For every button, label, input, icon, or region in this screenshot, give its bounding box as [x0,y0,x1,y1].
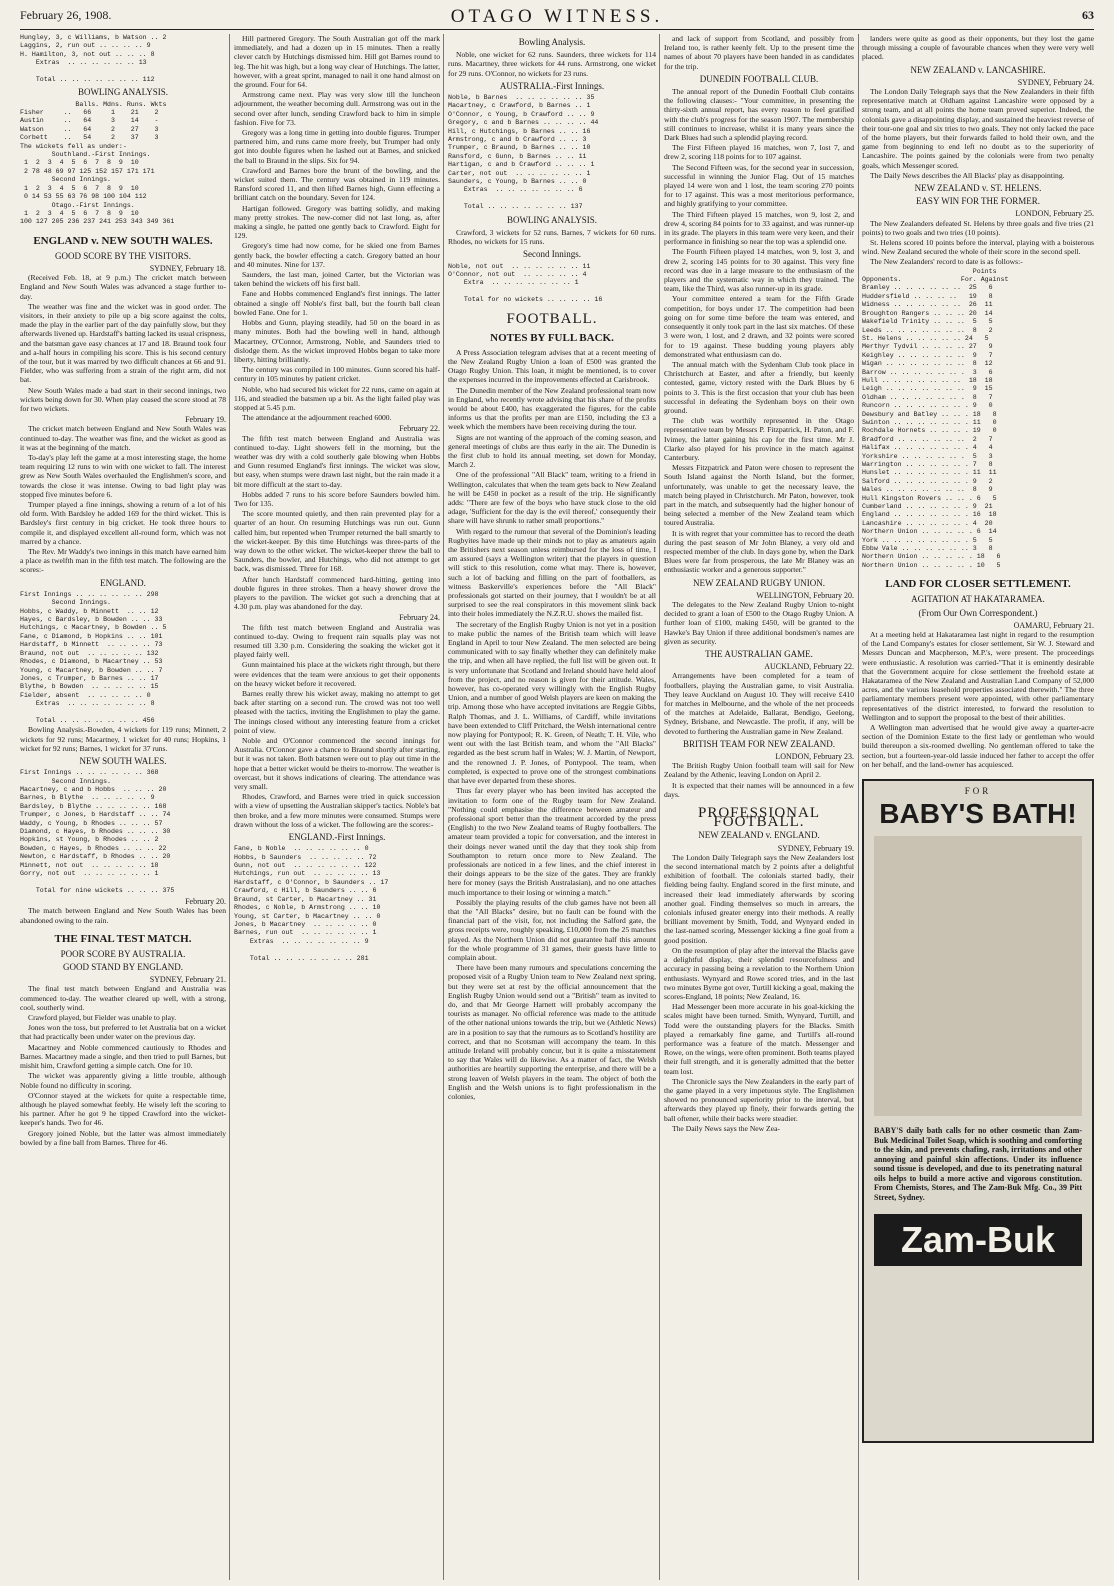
paragraph: The cricket match between England and New South Wales was continued to-day. The weather was fine, and the wicket as good as it was at the beginning of the match. [20,424,226,452]
paragraph: Signs are not wanting of the approach of the coming season, and general meetings of clubs are thus early in the air. The Dunedin is the first club to hold its annual meeting, set down for Monday, March 2. [448,432,656,470]
paragraph: The New Zealanders' record to date is as follows:- [870,257,1023,267]
headline: LAND FOR CLOSER SETTLEMENT. [885,578,1071,591]
subheading: AUSTRALIA.-First Innings. [499,80,605,91]
paragraph: Thus far every player who has been invited has accepted the invitation to form one of the Rugby team for New Zealand. "Nothing could emphasise the difference between amateur and professional sport better than the treatment accorded by the press (English) to the two New Zealand teams of Rugby footballers. The amateur team provided a topic for conversation, and the interest in their doings never waned until the day that they took ship from Southampton to return once more to New Zealand. The professionals are noticed in a few lines, and the chief interest in their doings appears to be the size of the gates. They are frankly here for money (says the British Australasian), and no one attaches much importance to their losing or winning a match." [448,786,656,897]
paragraph: The attendance at the adjournment reached 6000. [242,413,392,423]
page-number: 63 [1082,8,1094,22]
paragraph: The annual match with the Sydenham Club took place in Christchurch at Easter, and after a friendly, but keenly contested, game, victory rested with the Dark Blues by 6 points to 3. This is the first occasion that your club has been successful in defeating the Sydenham boys on their own ground. [664,359,854,415]
dateline: SYDNEY, February 18. [149,263,226,273]
subheading: THE AUSTRALIAN GAME. [705,649,813,659]
score-table: Fane, b Noble .. .. .. .. .. .. 0 Hobbs, b Saunders .. .. .. .. .. 72 Gunn, not out .. .. .. .. .. .. 122 Hutchings, run out .. .. .. .. .. 13 Hardstaff, c O'Connor, b Saunders .. 17 Crawford, c Hill, b Saunders .. .. 6 Braund, st Carter, b Macartney .. 31 Rhodes, c Noble, b Armstrong .. .. 10 Young, st Carter, b Macartney .. .. 0 Jones, b Macartney .. .. .. .. .. 0 Barnes, run out .. .. .. .. .. .. 1 Extras .. .. .. .. .. .. .. 9 Total .. .. .. .. .. .. .. 281 [234,845,389,962]
paragraph: A Press Association telegram advises that at a recent meeting of the New Zealand Rugby Union a loan of £500 was granted the Otago Rugby Union. This loan, it might be mentioned, is to cover the expenses incurred in the improvements effected at Carisbrook. [448,347,656,385]
newspaper-title: OTAGO WITNESS. [450,6,664,27]
paragraph: The Rev. Mr Waddy's two innings in this match have earned him a place as twelfth man in the fifth test match. The following are the scores:- [20,547,226,575]
column-1 [20,34,226,1580]
paragraph: Possibly the playing results of the club games have not been all that the "All Blacks" desire, but no fault can be found with the financial part of the visit, for, not including the Salford gate, the gross receipts were, roughly speaking, £10,000 from the 25 matches played. As the Northern Union did not guarantee half this amount for the whole programme of 31 games, their guests have little to complain about. [448,897,656,962]
score-table: First Innings .. .. .. .. .. .. 298 Second Innings. Hobbs, c Waddy, b Minnett .. .. 12 Hayes, c Bardsley, b Bowden .. .. 33 Hutchings, c Macartney, b Bowden .. 5 Fane, c Diamond, b Hopkins .. .. 101 Hardstaff, b Minnett .. .. .. .. 73 Braund, not out .. .. .. .. .. 132 Rhodes, c Diamond, b Macartney .. 53 Young, c Macartney, b Bowden .. .. 7 Jones, c Trumper, b Barnes .. .. 17 Blythe, b Bowden .. .. .. .. .. 15 Fielder, absent .. .. .. .. .. 0 Extras .. .. .. .. .. .. .. 8 Total .. .. .. .. .. .. .. 456 [20,590,167,724]
score-table: Hungley, 3, c Williams, b Watson .. 2 Laggins, 2, run out .. .. .. .. 9 H. Hamilton, 3, not out .. .. .. 8 Extras .. .. .. .. .. .. 13 Total .. .. .. .. .. .. .. 112 [20,34,167,84]
paragraph: Crawford played, but Fielder was unable to play. [28,1013,177,1023]
paragraph: The delegates to the New Zealand Rugby Union to-night decided to grant a loan of £500 to the Otago Rugby Union. A further loan of £100, making £450, will be granted to the Hawke's Bay Union if three additional bondsmen's names are given as security. [664,599,854,646]
ad-headline: BABY'S BATH! [879,798,1077,830]
paragraph: A Wellington man advertised that he would give away a quarter-acre section of the Dominion Estate to the first lady or gentleman who would build thereupon a six-roomed dwelling. No gentleman offered to take the section, but a fourteen-year-old lassie induced her father to accept the offer on her behalf, and the land-owner has acquiesced. [862,722,1094,769]
paragraph: The First Fifteen played 16 matches, won 7, lost 7, and drew 2, scoring 118 points for to 107 against. [664,143,854,162]
paragraph: Arrangements have been completed for a team of footballers, playing the Australian game, to visit Australia. They leave Auckland on August 10. They will receive £410 for matches in Melbourne, and the whole of the net proceeds of the matches at Adelaide, Ballarat, Bendigo, Geelong, Sydney, Brisbane, and Newcastle. The profit, if any, will be devoted to furthering the Australian game in New Zealand. [664,671,854,736]
paragraph: The New Zealanders defeated St. Helens by three goals and five tries (21 points) to two goals and two tries (10 points). [862,218,1094,237]
paragraph: O'Connor stayed at the wickets for quite a respectable time, although he played somewhat feebly. He wisely left the scoring to his partner. After he got 9 he tipped Crawford into the wicket-keeper's hands. Two for 46. [20,1090,226,1128]
subheading: BRITISH TEAM FOR NEW ZEALAND. [683,738,835,749]
dateline: February 19. [185,415,226,425]
column-divider [229,34,230,1580]
dateline: February 20. [185,897,226,907]
subheading: (From Our Own Correspondent.) [918,607,1038,618]
paragraph: Hill partnered Gregory. The South Australian got off the mark immediately, and had a dozen up in 15 minutes. Then a really clever catch by Hutchings dismissed him. Hill got Barnes round to leg. The hit was high, but a long way clear of Hutchings. The latter, however, with a great sprint, managed to nail it one hand almost on the ground. Four for 64. [234,34,440,90]
paragraph: The secretary of the English Rugby Union is not yet in a position to make public the names of the British team which will leave England in April to tour New Zealand. The men selected are being communicated with to say finally whether they can definitely make the trip, and when all have replied, the full list will be given out. It is very unfortunate that Scotland and Ireland should have held aloof from the project, and no reason is given for their attitude. Wales, however, has co-operated very willingly with the English Rugby Union, and a number of good Welsh players are keen on making the trip. Among those who have accepted invitations are Reggie Gibbs, Ralph Thomas, and J. L. Williams, of Cardiff, while invitations have been extended to Cliff Pritchard, the Welsh international centre now playing for Pontypool; R. K. Green, of Neath; T. H. Vile, who went out with the last British team, and whom the "All Blacks" regarded as the best scrum half in Wales; W. J. Martin, of Newport, and the renowned J. P. Jones, of Pontypool. The team, when completed, is expected to prove one of the strongest combinations that have ever departed from these shores. [448,619,656,786]
paragraph: The annual report of the Dunedin Football Club contains the following clauses:- "Your committee, in presenting the thirty-sixth annual report, has every reason to feel gratified with the club's progress for the season 1907. The membership still continues to increase, whilst it is many years since the Dark Blues had such a splendid playing record. [664,87,854,143]
paragraph: Crawford and Barnes bore the brunt of the bowling, and the wicket suited them. The century was obtained in 119 minutes. Ransford scored 11, and then lifted Barnes high, Gunn effecting a brilliant catch on the boundary. Seven for 124. [234,165,440,203]
paragraph: One of the professional "All Black" team, writing to a friend in Wellington, calculates that when the team gets back to New Zealand he will be £450 in pocket as a result of the trip. He significantly adds: "There are few of the boys who have stuck close to the old adage, 'Sufficient for the day is the evil thereof,' consequently their share will have shrunk to rather small proportions." [448,470,656,526]
headline: ENGLAND v. NEW SOUTH WALES. [33,234,213,247]
paragraph: The wicket was apparently giving a little trouble, although Noble found no difficulty in scoring. [20,1071,226,1090]
paragraph: Armstrong came next. Play was very slow till the luncheon adjournment, the weather becoming dull. Armstrong was out in the second over after lunch, sending Crawford back to him in simple fashion. Five for 73. [234,90,440,127]
paragraph: There have been many rumours and speculations concerning the proposed visit of a Rugby Union team to New Zealand next spring, but they were set at rest by the official announcement that the English Rugby Union would send out a "British" team as invited to do, and that Mr George Harnett will probably accompany the tourists as manager. No official reference was made to the attitude of the other national unions towards the trip, but we (Athletic News) are in a position to say that the rumours as to Scotland's hostility are correct, and that no Scotsman will accompany the team. In this attitude Ireland will probably concur, but it is quite a misstatement to say that Wales will do likewise. As a matter of fact, the Welsh authorities are heartily supporting the enterprise, and there will be a strong leaven of Welsh players in the team. The object of both the English and the Welsh unions is to fight professionalism in the colonies, [448,963,656,1101]
score-table: Noble, not out .. .. .. .. .. .. 11 O'Connor, not out .. .. .. .. .. 4 Extra .. .. .. .. .. .. .. 1 Total for no wickets .. .. .. .. 16 [448,262,603,304]
subheading: Bowling Analysis. [518,37,586,47]
paragraph: It is with regret that your committee has to record the death during the past season of Mr John Blaney, a very old and respected member of the club. In days gone by, when the Dark Blues were far from prosperous, the late Mr Blaney was an enthusiastic worker and a generous supporter." [664,528,854,575]
subheading: GOOD SCORE BY THE VISITORS. [55,250,191,261]
score-table: Points Opponents. For. Against Bramley .. .. .. .. .. .. 25 6 Huddersfield .. .. .. .. 19 8 Widness .. .. .. .. .. .. 26 11 Broughton Rangers .. .. .. 20 14 Wakefield Trinity .. .. .. 5 5 Leeds .. .. .. .. .. .. .. 8 2 St. Helens .. .. .. .. .. 24 5 Merthyr Tydvil .. .. .. .. 27 9 Keighley .. .. .. .. .. .. 9 7 Wigan .. .. .. .. .. .. .. 8 12 Barrow .. .. .. .. .. .. . 3 6 Hull .. .. .. .. .. .. .. 18 18 Leigh .. .. .. .. .. .. .. 9 15 Oldham .. .. .. .. .. .. . 8 7 Runcorn .. .. .. .. .. .. . 9 0 Dewsbury and Batley .. .. . 18 8 Swinton .. .. .. .. .. .. . 11 0 Rochdale Hornets .. .. .. . 19 0 Bradford .. .. .. .. .. .. 2 7 Halifax .. .. .. .. .. .. . 4 4 Yorkshire .. .. .. .. .. . 5 3 Warrington .. .. .. .. .. . 7 8 Hunslet .. .. .. .. .. .. . 11 11 Salford .. .. .. .. .. .. . 9 2 Wales .. .. .. .. .. .. .. 8 9 Hull Kingston Rovers .. .. . 6 5 Cumberland .. .. .. .. .. . 9 21 England .. .. .. .. .. .. . 16 18 Lancashire .. .. .. .. .. . 4 20 Northern Union .. .. .. .. . 6 14 York .. .. .. .. .. .. .. . 5 5 Ebbw Vale .. .. .. .. .. .. 3 8 Northern Union .. .. .. .. . 18 6 Northern Union .. .. .. .. . 10 5 [862,267,1009,569]
dateline: SYDNEY, February 21. [149,975,226,985]
paragraph: The Dunedin member of the New Zealand professional team now in England, who recently wrote advising that his share of the profits would be about £400, has exaggerated the figures, for the cable informs us that the profits per man are £150, including the £3 a week which the members have been receiving during the tour. [448,385,656,432]
issue-date: February 26, 1908. [20,8,112,22]
column-3 [448,34,656,1580]
paragraph: Noble, who had secured his wicket for 22 runs, came on again at 116, and steadied the batsmen up a bit. As the light failed play was stopped at 5.45 p.m. [234,384,440,412]
paragraph: The fifth test match between England and Australia was continued to-day. Light showers fell in the morning, but the weather was dry with a cold southerly gale blowing when Hobbs and Gunn resumed England's first innings. The wicket was slow, but easy, when stumps were drawn last night, but the rain made it a bit more difficult at the start to-day. [234,433,440,489]
paragraph: The weather was fine and the wicket was in good order. The visitors, in their anxiety to pile up a big score against the colts, made the play in the earlier part of the day painfully slow, but they afterwards livened up. Hardstaff's batting lacked its usual crispness, and the batsman gave easy chances at 17 and 18. Braund took four and a-half hours in compiling his score. This is his second century of the tour, but it was marred by two difficult chances at 66 and 91. Fielder, who was suffering from a strain of the right arm, did not bat. [20,301,226,385]
subheading: NEW ZEALAND v. LANCASHIRE. [910,64,1046,75]
mother-bathing-baby-illustration [874,836,1082,1116]
paragraph: The British Rugby Union football team will sail for New Zealand by the Athenic, leaving London on April 2. [664,761,854,780]
dateline: LONDON, February 23. [775,752,854,762]
paragraph: With regard to the rumour that several of the Dominion's leading Rugbyites have made up their minds not to play as amateurs again the Britishers next season unless reimbursed for the loss of time, I am assured (says a Wellington writer) that the players in question will stick to this resolution, come what may. There is, however, such a lot of backing and filling on the part of footballers, as witness Baskerville's experiences before the "All Black" professionals got started on their journey, that I wouldn't be at all surprised to see the real conspirators in this movement slink back into their holes immediately the N.Z.R.U. shows the mailed fist. [448,526,656,619]
ad-for-label: FOR [964,785,992,796]
paragraph: Barnes really threw his wicket away, making no attempt to get back after starting on a second run. The crowd was not too well pleased with the tactics, inviting the Englishmen to play the game. The innings closed without any interesting feature from a cricket point of view. [234,689,440,735]
paragraph: The match between England and New South Wales has been abandoned owing to the rain. [20,906,226,925]
paragraph: (Received Feb. 18, at 9 p.m.) The cricket match between England and New South Wales was advanced a stage further to-day. [20,273,226,301]
subheading: GOOD STAND BY ENGLAND. [63,962,183,973]
dateline: LONDON, February 25. [1015,209,1094,219]
paragraph: Bowling Analysis.-Bowden, 4 wickets for 119 runs; Minnett, 2 wickets for 92 runs; Macartney, 1 wicket for 40 runs; Hopkins, 1 wicket for 92 runs; Barnes, 1 wicket for 37 runs. [20,725,226,753]
paragraph: Hobbs added 7 runs to his score before Saunders bowled him. Two for 135. [234,489,440,508]
paragraph: Fane and Hobbs commenced England's first innings. The latter obtained a single off Noble's first ball, but the fourth ball clean bowled Fane. One for 1. [234,289,440,317]
paragraph: Gunn maintained his place at the wickets right through, but there were evidences that the team were anxious to get their opponents on the heavy wicket before it recovered. [234,660,440,688]
zam-buk-advertisement [862,779,1094,1443]
column-divider [659,34,660,1580]
column-divider [858,34,859,1580]
masthead [20,6,1094,30]
paragraph: Had Messenger been more accurate in his goal-kicking the scales might have been turned. Smith, Wynyard, Turtill, and Todd were the outstanding players for the Blacks. Smith played a remarkably fine game, and Turtill's all-round performance was a feature of the match. Messenger and Rowe, on the wings, were often prominent. Both teams played their full strength, and it is generally admitted that the better team lost. [664,1002,854,1076]
paragraph: Messrs Fitzpatrick and Paton were chosen to represent the South Island against the North Island, but the former, unfortunately, was unable to get the necessary leave, the match being played in Christchurch. Mr Paton, however, took part in the match, and subsequently had the higher honour of being selected a member of the New Zealand team which toured Australia. [664,463,854,528]
paragraph: Gregory's time had now come, for he skied one from Barnes gently back, the bowler effecting a catch. Gregory batted an hour and 40 minutes. Nine for 137. [234,241,440,269]
dateline: SYDNEY, February 24. [1017,77,1094,87]
column-divider [443,34,444,1580]
paragraph: Hartigan followed. Gregory was batting solidly, and making many pretty strokes. The new-comer did not last long, as, after making a single, he patted one gently back to Crawford. Eight for 129. [234,203,440,241]
paragraph: The Daily News describes the All Blacks' play as disappointing. [870,170,1065,180]
paragraph: The London Daily Telegraph says that the New Zealanders in their fifth representative match at Oldham against Lancashire were opposed by a strong team, and at all points the home team proved superior. Indeed, the colonials gave a disappointing display, and sustained the heaviest reverse of their tour-one goal and six tries to two goals. They not only lacked the pace of the home players, but their forwards failed to hold their own, and the game from beginning to end left no doubt as to the superiority of Lancashire. The points gained by the colonials were from two penalty goals, which Messenger scored. [862,87,1094,170]
column-2 [234,34,440,1580]
dateline: OAMARU, February 21. [1013,620,1094,630]
subheading: NEW ZEALAND v. ST. HELENS. [914,183,1042,194]
paragraph: The Daily News says the New Zea- [672,1123,780,1133]
paragraph: The final test match between England and Australia was commenced to-day. The weather cleared up well, with a strong, cool, southerly wind. [20,984,226,1012]
paragraph: It is expected that their names will be announced in a few days. [664,780,854,799]
paragraph: and lack of support from Scotland, and possibly from Ireland too, is rather keenly felt. Up to the present time the names of about 70 players have been handed in as candidates for the trip. [664,34,854,71]
paragraph: The score mounted quietly, and then rain prevented play for a quarter of an hour. On resuming Hutchings was run out. Gunn called him, but repented when Trumper returned the ball smartly to the wicket-keeper. By this time Hutchings was three-parts of the way down to the other wicket. The wicket-keeper threw the ball to Saunders, the bowler, and Hutchings, who did not attempt to get back, was dismissed. Three for 168. [234,509,440,574]
paragraph: landers were quite as good as their opponents, but they lost the game through missing a couple of favourable chances when they were very well placed. [862,34,1094,62]
paragraph: New South Wales made a bad start in their second innings, two wickets being down for 30. When play ceased the score stood at 78 for two wickets. [20,385,226,413]
column-5 [862,34,1094,1580]
section-banner: FOOTBALL. [506,310,598,327]
paragraph: The fifth test match between England and Australia was continued to-day. Owing to frequent rain squalls play was not resumed till 3.30 p.m. Considering the soaking the wicket got it played fairly well. [234,622,440,660]
paragraph: At a meeting held at Hakataramea last night in regard to the resumption of the Land Company's estates for closer settlement, Sir W. J. Steward and Messrs Duncan and Macpherson, M.P.'s, were present. The proceedings were enthusiastic. A resolution was carried-"That it is eminently desirable that the Government acquire for close settlement the freehold estate at Hakataramea of the New Zealand and Australian Land Company of 52,000 acres, and the various leasehold properties associated therewith." The three parliamentary members present were appointed, with other parliamentary representatives of the district interested, to forward the resolution to Wellington and to support the proposal to the best of their abilities. [862,629,1094,722]
subheading: EASY WIN FOR THE FORMER. [915,196,1041,207]
subheading: DUNEDIN FOOTBALL CLUB. [699,73,819,84]
paragraph: The club was worthily represented in the Otago representative team by Messrs P. Fitzpatrick, H. Paton, and F. Ivimey, the latter gaining his cap for the first time. Mr J. Clarke also played for his province in the match against Canterbury. [664,416,854,462]
paragraph: After lunch Hardstaff commenced hard-hitting, getting into double figures in three strokes. Then a heavy shower drove the players to the pavilion. The wicket got such a drenching that at 4.30 p.m. play was abandoned for the day. [234,574,440,612]
paragraph: Crawford, 3 wickets for 52 runs. Barnes, 7 wickets for 60 runs. Rhodes, no wickets for 15 runs. [448,227,656,247]
subheading: AGITATION AT HAKATARAMEA. [911,594,1045,605]
paragraph: On the resumption of play after the interval the Blacks gave a delightful display, their splendid resourcefulness and accuracy in passing being a revelation to the Northern Union enthusiasts. Wynyard and Rowe scored tries, and in the last two minutes Byrne got over, Turtill kicking a goal, making the scores-England, 18 points; New Zealand, 16. [664,945,854,1001]
ad-body-text: BABY'S daily bath calls for no other cosmetic than Zam-Buk Medicinal Toilet Soap, which is soothing and comforting to the skin, and prevents chafing, rash, irritations and other annoying and painful skin affections. Under its influence sound tissue is developed, and due to its penetrating natural oils helps to build a more active and vigorous constitution. From Chemists, Stores, and The Zam-Buk Mfg. Co., 39 Pitt Street, Sydney. [874,1126,1082,1202]
headline: THE FINAL TEST MATCH. [54,932,192,945]
paragraph: Trumper played a fine innings, showing a return of a lot of his old form. With Bardsley he added 169 for the third wicket. This is Bardsley's first century in big cricket. He took three hours to compile it, and displayed excellent all-round form, which was not marred by a chance. [20,500,226,546]
paragraph: Noble, one wicket for 62 runs. Saunders, three wickets for 114 runs. Macartney, three wickets for 44 runs. Armstrong, one wicket for 29 runs. O'Connor, no wickets for 23 runs. [448,50,656,78]
paragraph: Macartney and Noble commenced cautiously to Rhodes and Barnes. Macartney made a single, and then tried to pull Barnes, but mishit him, Crawford getting a simple catch. One for 10. [20,1042,226,1071]
dateline: AUCKLAND, February 22. [764,662,854,672]
headline: NOTES BY FULL BACK. [490,331,614,344]
paragraph: The Fourth Fifteen played 14 matches, won 9, lost 3, and drew 2, scoring 145 points for to 30 against. This very fine record was due in a large measure to the enthusiasm of the players and the systematic way in which they trained. The team, like the Third, was also runner-up in its grade. [664,247,854,294]
paragraph: The Chronicle says the New Zealanders in the early part of the game played in a very impetuous style. The Englishmen showed no pronounced superiority prior to the interval, but afterwards they played up finely, their forwards getting the ball oftener, while their backs were steadier. [664,1076,854,1123]
subheading: BOWLING ANALYSIS. [77,87,169,98]
score-table: Balls. Mdns. Runs. Wkts Fisher .. 66 1 21 2 Austin .. 64 3 14 - Watson .. 64 2 27 3 Corbett .. 54 2 37 3 The wickets fell as under:- Southland.-First Innings. 1 2 3 4 5 6 7 8 9 10 2 78 48 69 97 125 152 157 171 171 Second Innings. 1 2 3 4 5 6 7 8 9 10 0 14 53 55 63 76 98 100 104 112 Otago.-First Innings. 1 2 3 4 5 6 7 8 9 10 100 127 205 236 237 241 253 343 349 361 [20,100,175,226]
subheading: Second Innings. [523,249,581,260]
subheading: NEW SOUTH WALES. [79,755,167,766]
column-4 [664,34,854,1580]
paragraph: Your committee entered a team for the Fifth Grade competition, for boys under 17. The competition had been going on for some time before the team was entered, and consequently it only took part in the last six matches. Of these 3 were won, 1 lost, and 2 drawn, and 32 points were scored for to 19 against. These budding young players ably demonstrated what enthusiasm can do. [664,294,854,359]
paragraph: Gregory was a long time in getting into double figures. Trumper partnered him, and runs came more freely, but Trumper had only got into double figures when he lashed out at Barnes, and snicked the ball to Braund in the slips. Six for 94. [234,128,440,165]
subheading: NEW ZEALAND RUGBY UNION. [693,577,825,588]
subheading: ENGLAND. [100,577,146,588]
paragraph: The Second Fifteen was, for the second year in succession, successful in winning the Junior Flag. Out of 15 matches played 14 were won and 1 lost, the team scoring 270 points for to 17 against. This was a most meritorious performance, and highly gratifying to your committee. [664,162,854,209]
paragraph: The century was compiled in 100 minutes. Gunn scored his half-century in 105 minutes by patient cricket. [234,365,440,384]
dateline: February 24. [399,613,440,623]
paragraph: Saunders, the last man, joined Carter, but the Victorian was taken behind the wickets off his first ball. [234,270,440,289]
subheading: ENGLAND.-First Innings. [288,832,386,843]
paragraph: Hobbs and Gunn, playing steadily, had 50 on the board in as many minutes. Both had the bowling well in hand, although Macartney, O'Connor, Armstrong, Noble, and Saunders tried to dislodge them. As the wicket improved Hobbs began to take more liberty, hitting brilliantly. [234,318,440,364]
paragraph: The London Daily Telegraph says the New Zealanders lost the second international match by 2 points after a delightful exhibition of football. The colonials started badly, their fielding being faulty. England scored in the first minute, and increased their lead immediately afterwards by scoring another goal. Finding themselves so much in arrears, the colonials infused greater energy into their methods. A really brilliant movement by Smith, Todd, and Wynyard ended in the last-named scoring, Messenger kicking a fine goal from a good position. [664,852,854,945]
masthead-rule [20,29,1094,30]
subheading: BOWLING ANALYSIS. [506,214,598,225]
section-banner: PROFESSIONAL FOOTBALL. [697,805,821,831]
paragraph: The Third Fifteen played 15 matches, won 9, lost 2, and drew 4, scoring 84 points for to 33 against, and was runner-up in its grade. The players in this team were very keen, and their performance in finishing so near the top was a splendid one. [664,209,854,247]
paragraph: St. Helens scored 10 points before the interval, playing with a boisterous wind. New Zealand secured the whole of their score in the second spell. [862,238,1094,257]
paragraph: Rhodes, Crawford, and Barnes were tried in quick succession with a view of upsetting the Australian skipper's tactics. Noble's bat then broke, and a few more minutes were consumed. Stumps were drawn without the loss of a wicket. The following are the scores:- [234,792,440,829]
dateline: February 22. [399,424,440,434]
dateline: WELLINGTON, February 20. [756,590,854,600]
subheading: NEW ZEALAND v. ENGLAND. [698,830,820,841]
subheading: POOR SCORE BY AUSTRALIA. [60,948,186,959]
zam-buk-logo: Zam-Buk [874,1214,1082,1266]
paragraph: To-day's play left the game at a most interesting stage, the home team requiring 12 runs to win with one wicket to fall. The interest grew as New South Wales overhauled the Englishmen's score, and towards the close it was intense. Owing to bad light play was stopped five minutes before 6. [20,453,226,499]
paragraph: Noble and O'Connor commenced the second innings for Australia. O'Connor gave a chance to Braund shortly after starting, but it was not taken. Both batsmen were out to play out time in the hope that a better wicket would be theirs to-morrow. The weather is overcast, but it shows indications of clearing. The attendance was very small. [234,736,440,792]
paragraph: Gregory joined Noble, but the latter was almost immediately bowled by a fine ball from Barnes. Three for 46. [20,1128,226,1147]
score-table: Noble, b Barnes .. .. .. .. .. .. 35 Macartney, c Crawford, b Barnes .. 1 O'Connor, c Young, b Crawford .. .. 9 Gregory, c and b Barnes .. .. .. .. 44 Hill, c Hutchings, b Barnes .. .. 16 Armstrong, c and b Crawford .. .. 3 Trumper, c Braund, b Barnes .. .. 10 Ransford, c Gunn, b Barnes .. .. 11 Hartigan, c and b Crawford .. .. .. 1 Carter, not out .. .. .. .. .. .. 1 Saunders, c Young, b Barnes .. .. 0 Extras .. .. .. .. .. .. .. 6 Total .. .. .. .. .. .. .. 137 [448,94,599,211]
dateline: SYDNEY, February 19. [777,843,854,853]
score-table: First Innings .. .. .. .. .. .. 368 Second Innings. Macartney, c and b Hobbs .. .. .. 20 Barnes, b Blythe .. .. .. .. .. 9 Bardsley, b Blythe .. .. .. .. .. 168 Trumper, c Jones, b Hardstaff .. .. 74 Waddy, c Young, b Rhodes .. .. .. 57 Diamond, c Hayes, b Rhodes .. .. .. 30 Hopkins, st Young, b Rhodes .. .. 2 Bowden, c Hayes, b Rhodes .. .. .. 22 Newton, c Hardstaff, b Rhodes .. .. 20 Minnett, not out .. .. .. .. .. 18 Gorry, not out .. .. .. .. .. .. 1 Total for nine wickets .. .. .. 375 [20,769,175,894]
paragraph: Jones won the toss, but preferred to let Australia bat on a wicket that had practically been under water on the previous day. [20,1023,226,1042]
